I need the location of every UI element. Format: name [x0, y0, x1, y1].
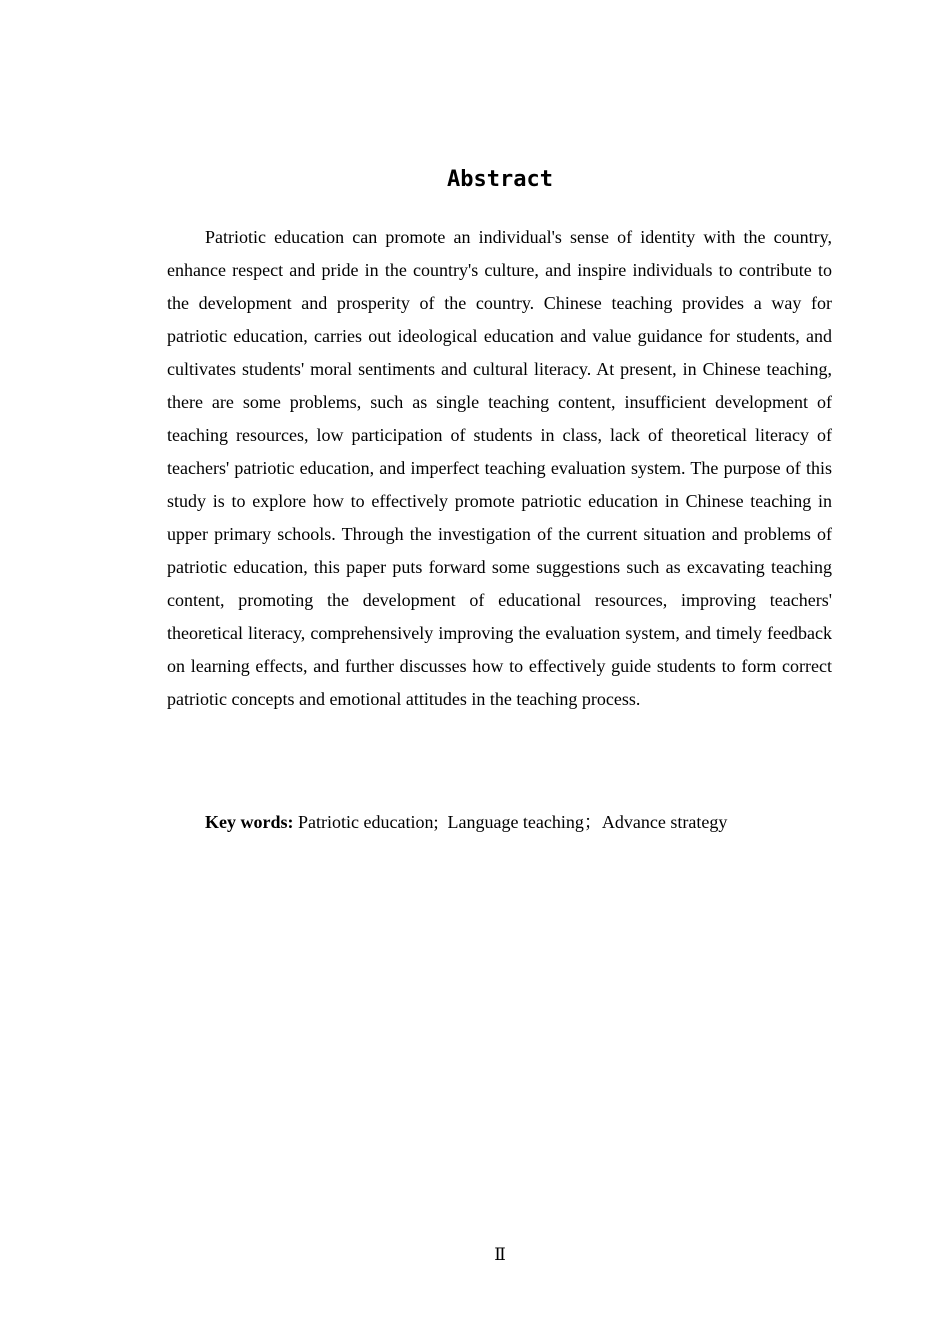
- abstract-paragraph: Patriotic education can promote an individual's sense of identity with the country, enhance respect and pride in the country's culture, and inspire individuals to contribute to the development and prosperity of the country. Chinese teaching provides a way for patriotic education, carries out ideological education and value guidance for students, and cultivates students' moral sentiments and cultural literacy. At present, in Chinese teaching, there are some problems, such as single teaching content, insufficient development of teaching resources, low participation of students in class, lack of theoretical literacy of teachers' patriotic education, and imperfect teaching evaluation system. The purpose of this study is to explore how to effectively promote patriotic education in Chinese teaching in upper primary schools. Through the investigation of the current situation and problems of patriotic education, this paper puts forward some suggestions such as excavating teaching content, promoting the development of educational resources, improving teachers' theoretical literacy, comprehensively improving the evaluation system, and timely feedback on learning effects, and further discusses how to effectively guide students to form correct patriotic concepts and emotional attitudes in the teaching process.: [167, 227, 832, 709]
- keywords-label: Key words:: [205, 812, 294, 832]
- page-number: Ⅱ: [494, 1245, 506, 1264]
- keywords-line: [205, 806, 845, 839]
- keyword-1: Patriotic education;: [298, 812, 439, 832]
- keyword-2: Language teaching；: [447, 812, 602, 832]
- abstract-title: Abstract: [447, 167, 553, 192]
- keyword-3: Advance strategy: [601, 812, 728, 832]
